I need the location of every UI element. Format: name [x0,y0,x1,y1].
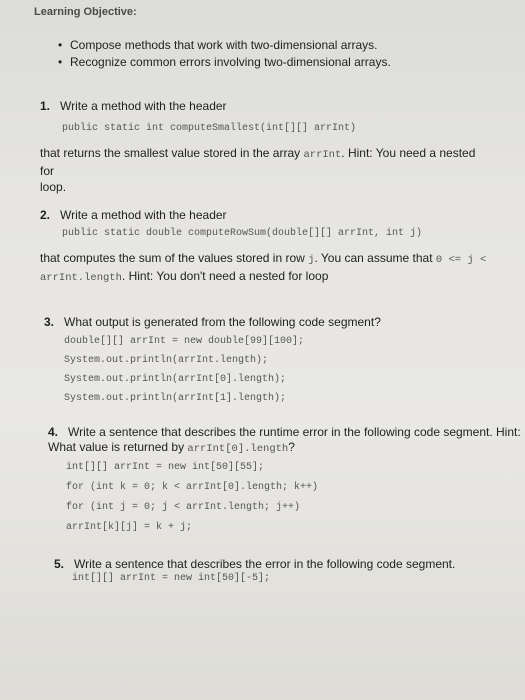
objective-item: • Compose methods that work with two-dimensional arrays. [58,38,378,52]
q4-code-line: for (int k = 0; k < arrInt[0].length; k++) [66,482,319,493]
q2-method-header-code: public static double computeRowSum(double[][] arrInt, int j) [62,228,423,239]
q5-code-line: int[][] arrInt = new int[50][-5]; [72,573,271,584]
question-4: 4. Write a sentence that describes the runtime error in the following code segment. Hint: [48,425,521,439]
q3-code-line: System.out.println(arrInt[1].length); [64,393,287,404]
q2-description: that computes the sum of the values stored in row j. You can assume that 0 <= j < arrInt.length. Hint: You don't need a nested for loop [40,251,487,284]
learning-objective-heading: Learning Objective: [34,6,137,18]
q4-code-line: arrInt[k][j] = k + j; [66,522,193,533]
q4-hint: What value is returned by arrInt[0].length? [48,440,295,455]
q4-code-line: int[][] arrInt = new int[50][55]; [66,462,265,473]
q1-method-header-code: public static int computeSmallest(int[][] arrInt) [62,123,357,134]
q3-code-line: System.out.println(arrInt.length); [64,355,269,366]
question-1: 1. Write a method with the header [40,99,227,113]
q3-code-line: System.out.println(arrInt[0].length); [64,374,287,385]
question-3: 3. What output is generated from the following code segment? [44,315,381,329]
question-2: 2. Write a method with the header [40,208,227,222]
bullet-icon: • [58,55,63,69]
bullet-icon: • [58,38,63,52]
q4-code-line: for (int j = 0; j < arrInt.length; j++) [66,502,301,513]
q1-description: that returns the smallest value stored in the array arrInt. Hint: You need a nested for loop. [40,146,476,194]
question-5: 5. Write a sentence that describes the error in the following code segment. [54,557,456,571]
q3-code-line: double[][] arrInt = new double[99][100]; [64,336,305,347]
objective-item: • Recognize common errors involving two-dimensional arrays. [58,55,391,69]
